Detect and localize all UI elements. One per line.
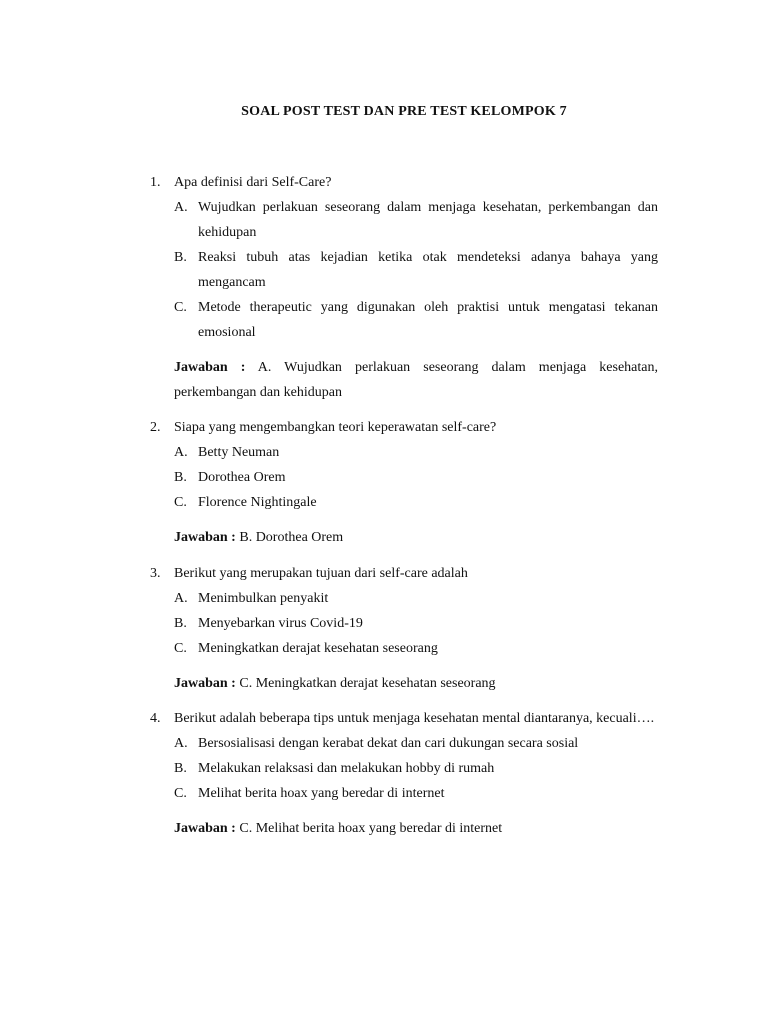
- option-letter: A.: [174, 591, 188, 606]
- question-text: Berikut yang merupakan tujuan dari self-care adalah: [174, 566, 468, 581]
- option-c: [174, 781, 658, 806]
- option-letter: B.: [174, 761, 187, 776]
- question-2: [150, 415, 658, 550]
- option-text: Dorothea Orem: [198, 470, 286, 485]
- option-a: [174, 586, 658, 611]
- option-b: [174, 245, 658, 295]
- answer-label: Jawaban :: [174, 676, 236, 691]
- answer-label: Jawaban :: [174, 821, 236, 836]
- option-text: Melihat berita hoax yang beredar di internet: [198, 786, 445, 801]
- option-text: Meningkatkan derajat kesehatan seseorang: [198, 641, 438, 656]
- answer: [174, 525, 658, 550]
- option-letter: B.: [174, 470, 187, 485]
- option-text: Menyebarkan virus Covid-19: [198, 616, 363, 631]
- question-3: [150, 561, 658, 696]
- option-text: Wujudkan perlakuan seseorang dalam menjaga kesehatan, perkembangan dan kehidupan: [198, 200, 658, 240]
- option-letter: C.: [174, 495, 187, 510]
- answer-text: C. Melihat berita hoax yang beredar di internet: [239, 821, 503, 836]
- option-a: [174, 731, 658, 756]
- answer: [174, 671, 658, 696]
- answer-label: Jawaban :: [174, 360, 246, 375]
- question-text: Berikut adalah beberapa tips untuk menjaga kesehatan mental diantaranya, kecuali….: [174, 711, 655, 726]
- answer-text: B. Dorothea Orem: [239, 530, 344, 545]
- question-text: Apa definisi dari Self-Care?: [174, 175, 332, 190]
- question-number: 2.: [150, 420, 161, 435]
- option-letter: B.: [174, 250, 187, 265]
- option-c: [174, 295, 658, 345]
- answer-text: A. Wujudkan perlakuan seseorang dalam menjaga kesehatan, perkembangan dan kehidupan: [174, 360, 658, 400]
- option-a: [174, 195, 658, 245]
- document-title: SOAL POST TEST DAN PRE TEST KELOMPOK 7: [241, 104, 567, 119]
- option-a: [174, 440, 658, 465]
- option-c: [174, 636, 658, 661]
- answer: [174, 355, 658, 405]
- option-text: Bersosialisasi dengan kerabat dekat dan cari dukungan secara sosial: [198, 736, 579, 751]
- option-letter: C.: [174, 786, 187, 801]
- option-letter: C.: [174, 641, 187, 656]
- option-letter: B.: [174, 616, 187, 631]
- option-b: [174, 611, 658, 636]
- option-b: [174, 756, 658, 781]
- option-text: Florence Nightingale: [198, 495, 317, 510]
- option-c: [174, 490, 658, 515]
- option-text: Betty Neuman: [198, 445, 280, 460]
- answer-label: Jawaban :: [174, 530, 236, 545]
- option-letter: A.: [174, 736, 188, 751]
- question-number: 4.: [150, 711, 161, 726]
- answer: [174, 816, 658, 841]
- answer-text: C. Meningkatkan derajat kesehatan seseorang: [239, 676, 496, 691]
- option-text: Menimbulkan penyakit: [198, 591, 329, 606]
- question-4: [150, 706, 658, 841]
- question-number: 1.: [150, 175, 161, 190]
- option-b: [174, 465, 658, 490]
- option-text: Reaksi tubuh atas kejadian ketika otak mendeteksi adanya bahaya yang mengancam: [198, 250, 658, 290]
- option-letter: C.: [174, 300, 187, 315]
- option-letter: A.: [174, 445, 188, 460]
- option-text: Metode therapeutic yang digunakan oleh praktisi untuk mengatasi tekanan emosional: [198, 300, 658, 340]
- question-number: 3.: [150, 566, 161, 581]
- option-letter: A.: [174, 200, 188, 215]
- option-text: Melakukan relaksasi dan melakukan hobby di rumah: [198, 761, 495, 776]
- question-text: Siapa yang mengembangkan teori keperawatan self-care?: [174, 420, 497, 435]
- question-1: [150, 170, 658, 405]
